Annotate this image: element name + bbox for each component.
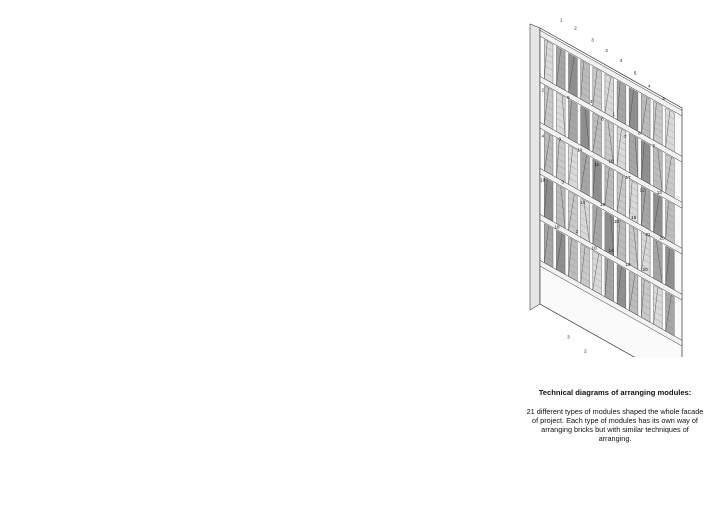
caption-title: Technical diagrams of arranging modules: (538, 388, 692, 397)
facade-number-label: 4 (541, 133, 545, 139)
facade-number-label: 5 (567, 95, 570, 101)
facade-number-label: 10 (591, 245, 597, 251)
facade-number-label: 20 (659, 235, 665, 241)
facade-number-label: 2 (605, 47, 608, 53)
facade-number-label: 3 (591, 37, 594, 43)
caption-description: 21 different types of modules shaped the whole facade of project. Each type of modules has its own way of arranging bricks but with similar techniques of arranging. (526, 407, 704, 443)
facade-number-label: 19 (625, 262, 631, 268)
facade-number-label: 18 (554, 224, 560, 230)
facade-number-label: 3 (567, 334, 570, 340)
facade-number-label: 6 (601, 116, 604, 122)
facade-number-label: 18 (540, 177, 546, 183)
facade-number-label: 2 (584, 348, 587, 354)
facade-axonometric-diagram (522, 12, 712, 357)
facade-number-label: 10 (577, 147, 583, 153)
facade-number-label: 4 (648, 83, 651, 89)
facade-number-label: 20 (614, 219, 620, 224)
facade-number-label: 12 (639, 187, 645, 193)
facade-number-label: 8 (638, 130, 641, 136)
facade-number-label: 20 (642, 267, 648, 273)
facade-number-label: 21 (645, 232, 651, 237)
facade-number-label: 3 (589, 98, 593, 104)
facade-number-label: 5 (633, 70, 637, 76)
facade-number-label: 3 (561, 179, 564, 185)
facade-number-label: 7 (623, 134, 627, 140)
caption-block (524, 388, 706, 443)
facade-number-label: 4 (662, 95, 665, 101)
facade-number-label: 11 (594, 161, 600, 167)
facade-number-label: 1 (612, 111, 616, 117)
facade-number-label: 9 (558, 136, 562, 142)
facade-number-label: 2 (575, 228, 579, 234)
facade-number-label: 2 (574, 25, 577, 31)
facade-number-label: 15 (631, 214, 637, 220)
facade-number-label: 13 (656, 190, 662, 196)
facade-number-label: 1 (560, 17, 563, 23)
facade-number-label: 14 (580, 199, 586, 205)
facade-number-label: 2 (541, 87, 545, 93)
facade-number-label: 17 (625, 174, 631, 180)
facade-number-label: 14 (608, 248, 614, 253)
facade-number-label: 19 (599, 201, 606, 207)
facade-number-label: 4 (619, 58, 623, 64)
facade-number-label: 16 (608, 158, 614, 164)
facade-number-label: 2 (652, 143, 655, 149)
